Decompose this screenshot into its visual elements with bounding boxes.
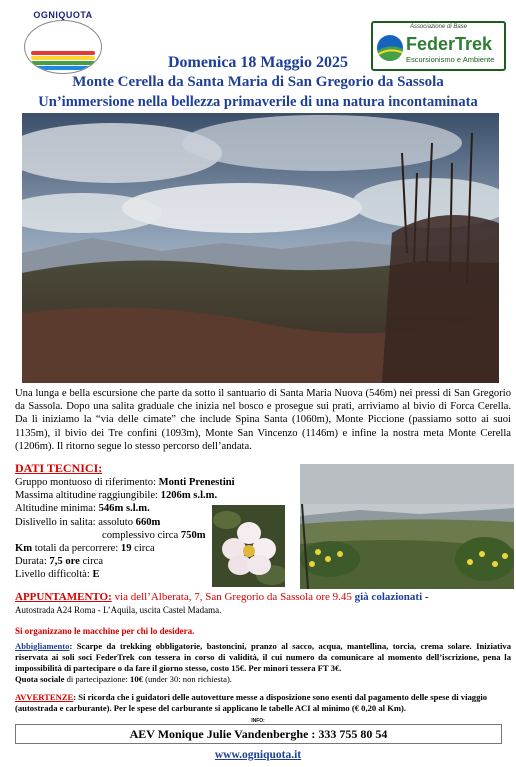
quota-value: 10€ <box>130 674 143 684</box>
gruppo-label: Gruppo montuoso di riferimento: <box>15 477 159 488</box>
avvertenze-block <box>15 692 511 714</box>
avvertenze-label: AVVERTENZE <box>15 692 74 702</box>
appuntamento-extra: già colazionati <box>354 591 423 603</box>
quota-text: di partecipazione: <box>64 674 131 684</box>
mountain-landscape-photo <box>22 113 499 383</box>
dislivello-value: 660m <box>135 516 161 528</box>
durata-suffix: circa <box>79 556 104 568</box>
abbigliamento-label: Abbigliamento <box>15 641 70 651</box>
gruppo-value: Monti Prenestini <box>158 477 235 488</box>
appuntamento-place: via dell’Alberata, 7, San Gregorio da Sassola ore 9.45 <box>111 591 355 603</box>
event-route: Monte Cerella da Santa Maria di San Gregorio da Sassola <box>72 74 444 90</box>
appuntamento-directions: Autostrada A24 Roma - L’Aquila, uscita Castel Madama. <box>15 605 222 615</box>
km-value: 19 <box>120 543 132 555</box>
abbigliamento-text1: : Scarpe da trekking obbligatorie, bastoncini, pranzo al sacco, acqua, mantellina, torcia, <box>69 641 421 651</box>
complessivo-label: complessivo circa <box>102 529 181 541</box>
gruppo-row <box>15 476 295 489</box>
max-alt-row <box>15 489 295 502</box>
livello-value: E <box>92 569 100 581</box>
complessivo-value: 750m <box>180 529 206 541</box>
event-date: Domenica 18 Maggio 2025 <box>168 54 348 71</box>
avvertenze-text: : Si ricorda che i guidatori delle autovetture messe a disposizione sono esenti dal pagamento delle spese di viaggio (autostrada e carburante). Per le spese del carburante si applicano le tabelle ACI al minimo (€ 0,20 al Km). <box>15 692 488 713</box>
appuntamento-dash: - <box>422 591 429 603</box>
max-alt-value: 1206m s.l.m. <box>160 490 218 502</box>
flower-photo <box>212 505 285 587</box>
federtrek-logo-sub: Escursionismo e Ambiente <box>406 55 495 64</box>
abbigliamento-text2: Iniziativa riservata ai soli soci FederTrek con tessera in corso di validità, il cui numero da comunicare al momento dell’iscrizione, pena la impossibilità di partecipare o da fare il giorno stesso, <box>15 641 511 673</box>
km-text: totali da percorrere: <box>32 543 121 555</box>
min-alt-value: 546m s.l.m. <box>98 503 150 515</box>
appuntamento-label: APPUNTAMENTO: <box>15 591 112 603</box>
abbigliamento-crema: crema solare. <box>420 641 472 651</box>
intro-paragraph: Una lunga e bella escursione che parte da sotto il santuario di Santa Maria Nuova (546m) nei pressi di San Gregorio da Sassola. Dopo una salita graduale che inizia nel bosco e prosegue sui prati, arriviamo al bivio di Forca Cerella. Da lì iniziamo la “via delle cimate” che include Spina Santa (1060m), Monte Piccione (passiamo sotto ai suoi 1135m), il bivio dei Tre confini (1093m), Monte San Vincenzo (1146m) e infine la nostra meta Monte Cerella (1206m). Il ritorno segue lo stesso percorso dell’andata. <box>15 388 511 452</box>
max-alt-label: Massima altitudine raggiungibile: <box>15 490 161 502</box>
km-suffix: circa <box>131 543 155 555</box>
ogniquota-logo-text: OGNIQUOTA <box>33 10 93 20</box>
info-label: INFO: <box>251 718 265 724</box>
dati-tecnici-heading: DATI TECNICI: <box>15 461 103 475</box>
event-tagline: Un’immersione nella bellezza primaverile di una natura incontaminata <box>38 94 478 110</box>
durata-value: 7,5 ore <box>49 556 80 568</box>
appuntamento-line <box>15 591 511 604</box>
durata-label: Durata: <box>15 556 50 568</box>
abbigliamento-text3: . Per minori tessera FT 3€. <box>244 663 342 673</box>
organizzano-note: Si organizzano le macchine per chi lo desidera. <box>15 626 195 636</box>
federtrek-logo-small: Associazione di Base <box>409 24 468 30</box>
abbigliamento-costo: costo 15€ <box>210 663 245 673</box>
appuntamento-block <box>15 591 511 617</box>
website-link[interactable]: www.ogniquota.it <box>214 749 302 761</box>
quota-note: (under 30: non richiesta). <box>142 674 232 684</box>
dislivello-label: Dislivello in salita: assoluto <box>15 516 136 528</box>
quota-label: Quota sociale <box>15 674 65 684</box>
abbigliamento-block <box>15 641 511 685</box>
min-alt-label: Altitudine minima: <box>15 503 99 515</box>
contact-box: AEV Monique Julie Vandenberghe : 333 755 80 54 <box>15 724 502 744</box>
federtrek-logo-name: FederTrek <box>406 34 493 54</box>
km-label: Km <box>15 543 33 555</box>
valley-landscape-photo <box>300 464 514 589</box>
livello-label: Livello difficoltà: <box>15 569 93 581</box>
